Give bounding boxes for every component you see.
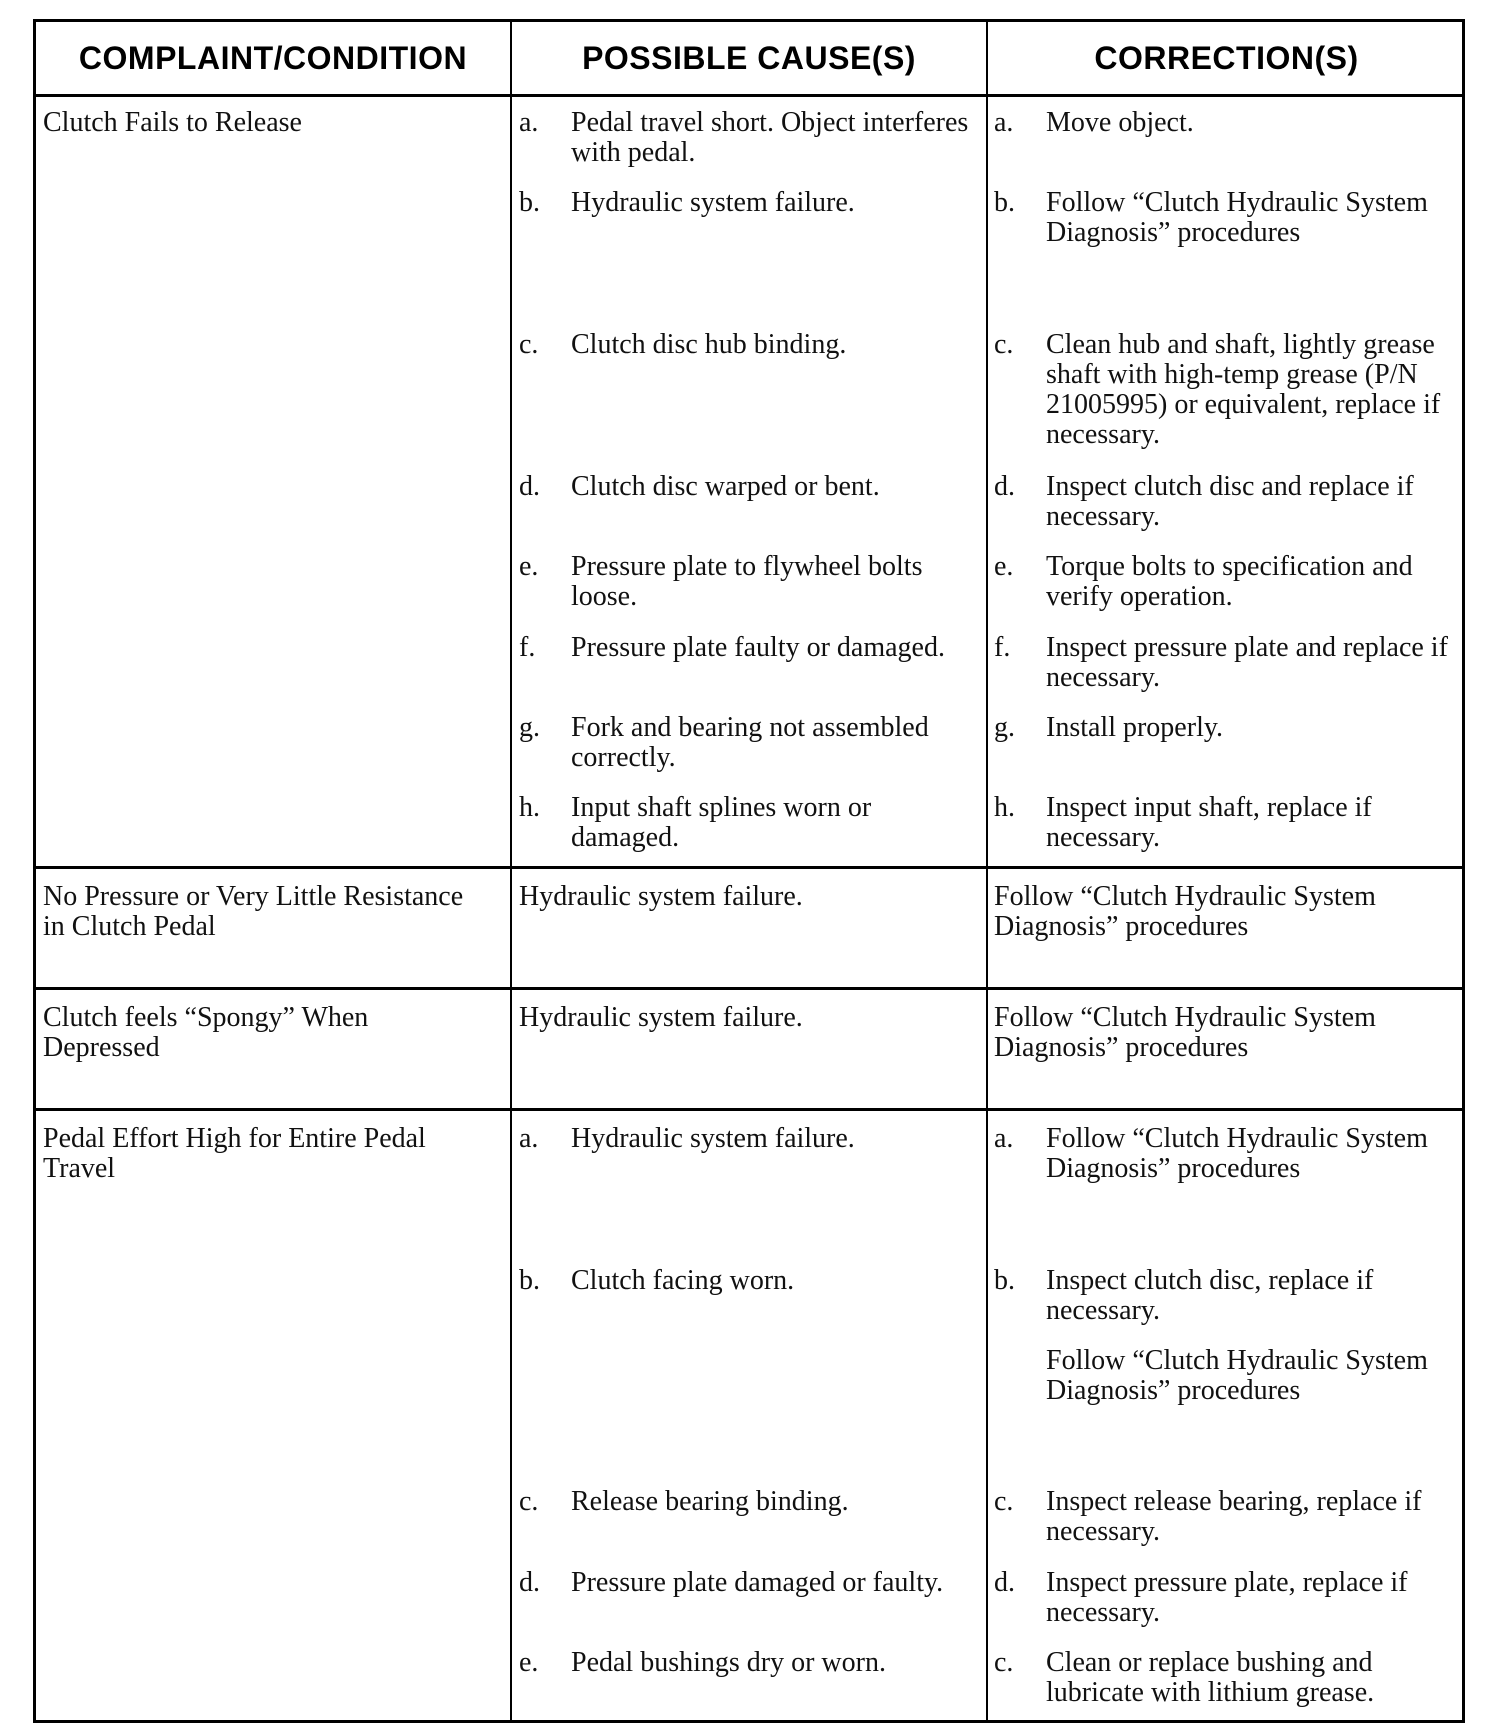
cause-text: Hydraulic system failure. [519, 881, 803, 912]
correction-item [994, 188, 1456, 248]
cause-item [519, 1568, 969, 1598]
correction-item [994, 713, 1456, 743]
cause-text: Release bearing binding. [571, 1486, 849, 1517]
cause-text: Hydraulic system failure. [519, 1002, 803, 1033]
cause-item [519, 1648, 969, 1678]
correction-text: Inspect release bearing, replace if necessary. [1046, 1486, 1422, 1547]
row-divider-1 [36, 866, 1462, 869]
column-divider-2 [986, 22, 988, 1720]
cause-item [519, 552, 969, 612]
cause-text: Pressure plate damaged or faulty. [571, 1567, 944, 1598]
header-cause: POSSIBLE CAUSE(S) [582, 39, 916, 76]
header-correction: CORRECTION(S) [1094, 39, 1359, 76]
cause-text: Clutch disc warped or bent. [571, 471, 880, 502]
correction-letter: a. [994, 1123, 1014, 1154]
cause-item [519, 1124, 969, 1154]
correction-item [994, 108, 1456, 138]
header-complaint: COMPLAINT/CONDITION [78, 39, 468, 76]
correction-item [994, 793, 1456, 853]
correction-letter: b. [994, 187, 1015, 218]
cause-letter: a. [519, 107, 539, 138]
cause-text: Fork and bearing not assembled correctly. [571, 712, 929, 773]
cause-letter: e. [519, 1647, 539, 1678]
correction-text: Follow “Clutch Hydraulic System Diagnosis” procedures [994, 881, 1376, 942]
correction-letter: c. [994, 1647, 1014, 1678]
correction-text: Inspect clutch disc, replace if necessary. [1046, 1265, 1374, 1326]
cause-letter: e. [519, 551, 539, 582]
cause-text: Clutch disc hub binding. [571, 329, 847, 360]
correction-text: Follow “Clutch Hydraulic System Diagnosis” procedures [994, 1002, 1376, 1063]
complaint-spongy: Clutch feels “Spongy” When Depressed [43, 1002, 369, 1063]
correction-item [994, 1346, 1456, 1406]
column-divider-1 [510, 22, 512, 1720]
correction-item [994, 1487, 1456, 1547]
row-divider-2 [36, 987, 1462, 990]
correction-text: Install properly. [1046, 712, 1224, 743]
correction-text: Inspect pressure plate and replace if necessary. [1046, 632, 1448, 693]
correction-letter: h. [994, 792, 1015, 823]
cause-item [519, 793, 969, 853]
correction-letter: d. [994, 471, 1015, 502]
correction-letter: c. [994, 1486, 1014, 1517]
cause-text: Hydraulic system failure. [571, 187, 855, 218]
cause-item [519, 713, 969, 773]
correction-letter [994, 1346, 1046, 1406]
cause-letter: c. [519, 1486, 539, 1517]
cause-letter: a. [519, 1123, 539, 1154]
correction-letter: d. [994, 1567, 1015, 1598]
cause-letter: d. [519, 471, 540, 502]
cause-text: Pedal travel short. Object interferes with pedal. [571, 107, 969, 168]
correction-item [994, 1124, 1456, 1184]
cause-text: Pressure plate to flywheel bolts loose. [571, 551, 923, 612]
row-divider-3 [36, 1108, 1462, 1111]
correction-text: Inspect input shaft, replace if necessary. [1046, 792, 1372, 853]
cause-letter: b. [519, 1265, 540, 1296]
cause-text: Clutch facing worn. [571, 1265, 795, 1296]
correction-item [994, 330, 1456, 450]
cause-item [519, 1487, 969, 1517]
cause-text: Pedal bushings dry or worn. [571, 1647, 886, 1678]
cause-letter: f. [519, 632, 536, 663]
correction-item [994, 633, 1456, 693]
cause-item [519, 330, 969, 360]
cause-letter: d. [519, 1567, 540, 1598]
troubleshooting-table [33, 19, 1465, 1723]
cause-letter: g. [519, 712, 540, 743]
cause-item [519, 633, 969, 663]
cause-text: Input shaft splines worn or damaged. [571, 792, 872, 853]
correction-letter: g. [994, 712, 1015, 743]
correction-letter: c. [994, 329, 1014, 360]
correction-text: Follow “Clutch Hydraulic System Diagnosis” procedures [1046, 1123, 1428, 1184]
correction-letter: e. [994, 551, 1014, 582]
correction-text: Inspect pressure plate, replace if necessary. [1046, 1567, 1408, 1628]
correction-text: Inspect clutch disc and replace if necessary. [1046, 471, 1414, 532]
cause-item [519, 472, 969, 502]
correction-text: Clean hub and shaft, lightly grease shaft with high-temp grease (P/N 21005995) or equivalent, replace if necessary. [1046, 329, 1441, 450]
correction-text: Clean or replace bushing and lubricate with lithium grease. [1046, 1647, 1375, 1708]
correction-text: Torque bolts to specification and verify operation. [1046, 551, 1413, 612]
header-divider [36, 94, 1462, 97]
correction-letter: b. [994, 1265, 1015, 1296]
correction-item [994, 1266, 1456, 1326]
correction-text: Follow “Clutch Hydraulic System Diagnosis” procedures [1046, 187, 1428, 248]
correction-item [994, 552, 1456, 612]
cause-letter: c. [519, 329, 539, 360]
cause-text: Pressure plate faulty or damaged. [571, 632, 945, 663]
correction-item [994, 1568, 1456, 1628]
cause-item [519, 108, 969, 168]
complaint-pedal-effort-high: Pedal Effort High for Entire Pedal Travel [43, 1123, 426, 1184]
cause-letter: h. [519, 792, 540, 823]
correction-letter: f. [994, 632, 1011, 663]
correction-text: Move object. [1046, 107, 1194, 138]
correction-item [994, 1648, 1456, 1708]
complaint-no-pressure: No Pressure or Very Little Resistance in Clutch Pedal [43, 881, 464, 942]
cause-letter: b. [519, 187, 540, 218]
cause-text: Hydraulic system failure. [571, 1123, 855, 1154]
correction-letter: a. [994, 107, 1014, 138]
correction-item [994, 472, 1456, 532]
cause-item [519, 188, 969, 218]
complaint-clutch-fails-to-release: Clutch Fails to Release [43, 107, 302, 138]
correction-text: Follow “Clutch Hydraulic System Diagnosis” procedures [1046, 1345, 1428, 1406]
cause-item [519, 1266, 969, 1296]
